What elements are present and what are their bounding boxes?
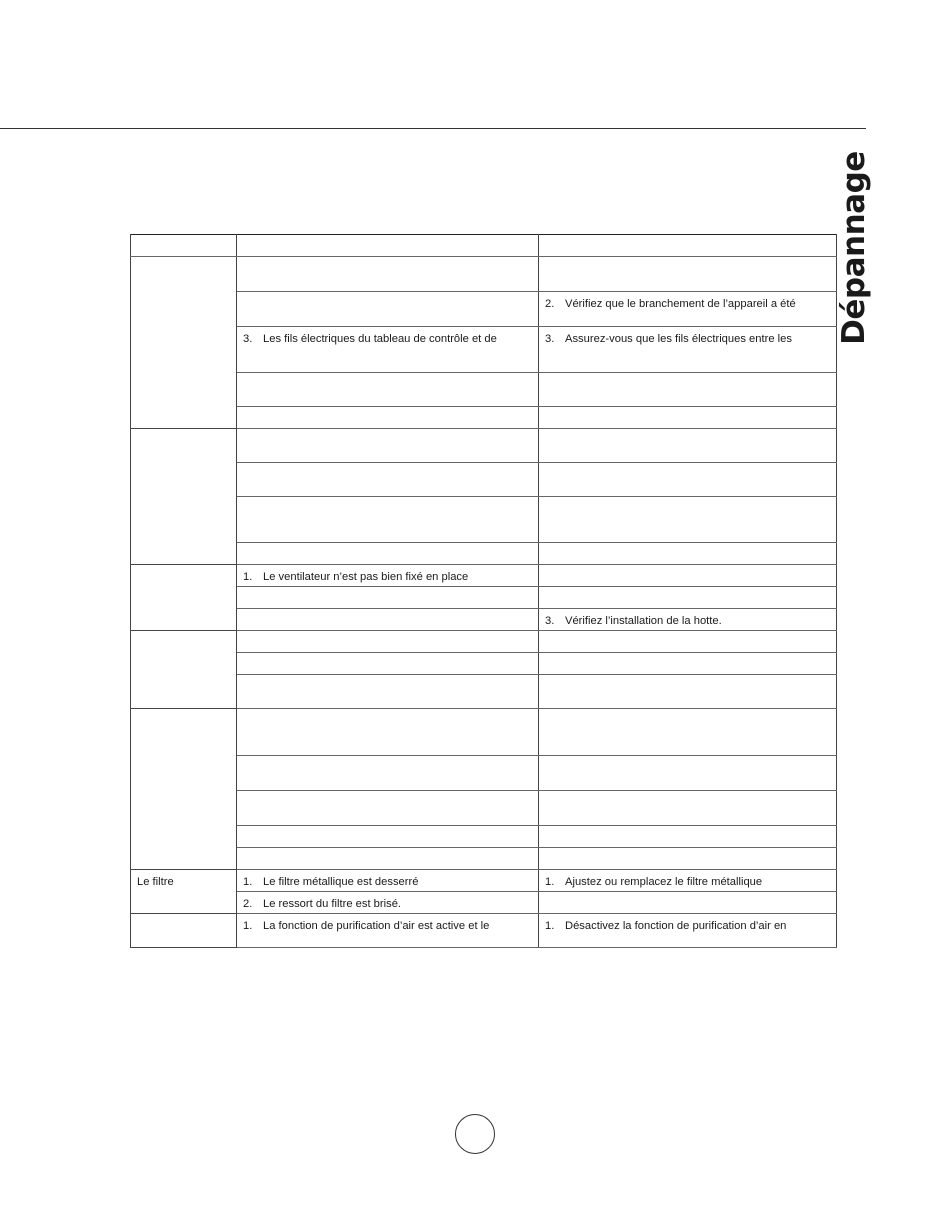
category-cell xyxy=(131,709,237,870)
table-row xyxy=(131,543,837,565)
item-number: 1. xyxy=(545,876,555,888)
table-row xyxy=(131,791,837,826)
cause-cell xyxy=(237,709,539,756)
solution-text: Désactivez la fonction de purification d’air en xyxy=(565,920,787,932)
item-number: 1. xyxy=(243,876,253,888)
cause-cell xyxy=(237,429,539,463)
cause-cell xyxy=(237,870,539,892)
item-number: 2. xyxy=(243,898,253,910)
solution-text: Vérifiez que le branchement de l’appareil a été xyxy=(565,298,796,310)
table-row xyxy=(131,892,837,914)
solution-cell xyxy=(539,709,837,756)
table-row xyxy=(131,756,837,791)
category-cell xyxy=(131,870,237,914)
table-row xyxy=(131,653,837,675)
solution-cell xyxy=(539,870,837,892)
table-row xyxy=(131,463,837,497)
table-row xyxy=(131,675,837,709)
solution-cell xyxy=(539,653,837,675)
solution-cell xyxy=(539,848,837,870)
solution-cell xyxy=(539,791,837,826)
cause-cell xyxy=(237,257,539,292)
solution-cell xyxy=(539,631,837,653)
cause-text: Le ressort du filtre est brisé. xyxy=(263,898,402,910)
header-rule xyxy=(0,128,866,129)
cause-text: La fonction de purification d’air est active et le xyxy=(263,920,490,932)
cause-cell xyxy=(237,587,539,609)
solution-cell xyxy=(539,257,837,292)
header-cell-solution xyxy=(539,235,837,257)
cause-cell xyxy=(237,543,539,565)
table-row xyxy=(131,497,837,543)
section-title: Dépannage xyxy=(836,151,872,345)
item-number: 3. xyxy=(243,333,253,345)
solution-cell xyxy=(539,675,837,709)
cause-text: Le ventilateur n’est pas bien fixé en place xyxy=(263,571,469,583)
solution-cell xyxy=(539,587,837,609)
cause-cell xyxy=(237,609,539,631)
cause-cell xyxy=(237,756,539,791)
solution-cell xyxy=(539,756,837,791)
cause-text: Les fils électriques du tableau de contrôle et de xyxy=(263,333,497,345)
solution-text: Ajustez ou remplacez le filtre métallique xyxy=(565,876,763,888)
table-row xyxy=(131,914,837,948)
solution-cell xyxy=(539,914,837,948)
item-number: 1. xyxy=(243,571,253,583)
solution-cell xyxy=(539,892,837,914)
header-cell-cause xyxy=(237,235,539,257)
cause-cell xyxy=(237,292,539,327)
solution-cell xyxy=(539,429,837,463)
cause-cell xyxy=(237,892,539,914)
solution-text: Vérifiez l’installation de la hotte. xyxy=(565,615,722,627)
table-row xyxy=(131,587,837,609)
table-row xyxy=(131,848,837,870)
category-cell xyxy=(131,429,237,565)
table-row xyxy=(131,257,837,292)
solution-cell xyxy=(539,497,837,543)
cause-text: Le filtre métallique est desserré xyxy=(263,876,419,888)
page-number-circle xyxy=(455,1114,495,1154)
table-row xyxy=(131,373,837,407)
table-header-row xyxy=(131,235,837,257)
table-row xyxy=(131,327,837,373)
solution-text: Assurez-vous que les fils électriques entre les xyxy=(565,333,792,345)
table-row xyxy=(131,407,837,429)
cause-cell xyxy=(237,497,539,543)
category-cell xyxy=(131,257,237,429)
item-number: 3. xyxy=(545,333,555,345)
cause-cell xyxy=(237,791,539,826)
table-row xyxy=(131,292,837,327)
cause-cell xyxy=(237,407,539,429)
cause-cell xyxy=(237,327,539,373)
category-label: Le filtre xyxy=(137,876,174,888)
cause-cell xyxy=(237,373,539,407)
solution-cell xyxy=(539,543,837,565)
cause-cell xyxy=(237,653,539,675)
table-row xyxy=(131,709,837,756)
troubleshooting-table xyxy=(130,234,837,948)
category-cell xyxy=(131,631,237,709)
solution-cell xyxy=(539,565,837,587)
cause-cell xyxy=(237,675,539,709)
cause-cell xyxy=(237,565,539,587)
table-row xyxy=(131,565,837,587)
cause-cell xyxy=(237,914,539,948)
header-cell-category xyxy=(131,235,237,257)
table-row xyxy=(131,826,837,848)
solution-cell xyxy=(539,826,837,848)
item-number: 1. xyxy=(243,920,253,932)
item-number: 2. xyxy=(545,298,555,310)
table-row xyxy=(131,870,837,892)
item-number: 1. xyxy=(545,920,555,932)
solution-cell xyxy=(539,292,837,327)
cause-cell xyxy=(237,848,539,870)
item-number: 3. xyxy=(545,615,555,627)
cause-cell xyxy=(237,463,539,497)
table-row xyxy=(131,609,837,631)
category-cell xyxy=(131,565,237,631)
solution-cell xyxy=(539,463,837,497)
solution-cell xyxy=(539,373,837,407)
category-cell xyxy=(131,914,237,948)
cause-cell xyxy=(237,631,539,653)
table-row xyxy=(131,429,837,463)
solution-cell xyxy=(539,609,837,631)
solution-cell xyxy=(539,407,837,429)
cause-cell xyxy=(237,826,539,848)
table-row xyxy=(131,631,837,653)
solution-cell xyxy=(539,327,837,373)
